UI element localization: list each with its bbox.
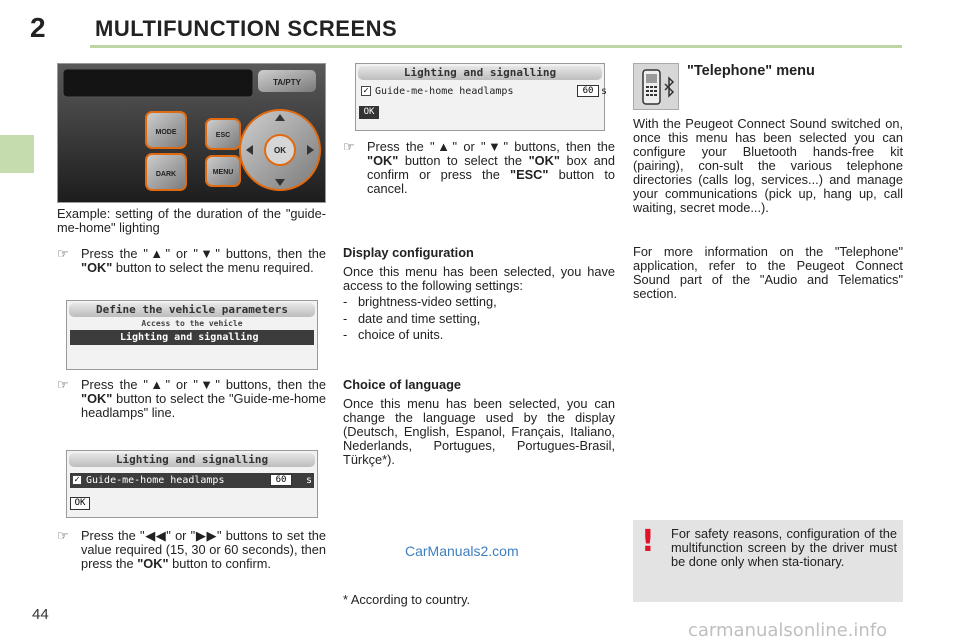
exclamation-icon: !	[641, 524, 655, 559]
down-arrow-icon: ▼	[197, 377, 216, 392]
lcd-title: Define the vehicle parameters	[69, 303, 315, 317]
rewind-icon: ◀◀	[144, 528, 167, 543]
esc-button: ESC	[215, 132, 231, 139]
pointing-hand-icon: ☞	[57, 246, 69, 261]
chapter-number: 2	[30, 12, 46, 43]
lcd-ok-box: OK	[70, 497, 90, 510]
checkbox-icon: ✓	[72, 475, 82, 485]
duration-value: 60	[270, 474, 292, 486]
up-arrow-icon: ▲	[147, 377, 166, 392]
mode-button: MODE	[155, 129, 177, 136]
header-divider	[90, 45, 902, 48]
instruction-step-2: ☞ Press the "▲" or "▼" buttons, then the "OK" button to select the "Guide-me-home headlamps" line.	[57, 377, 327, 420]
lcd-screen-vehicle-parameters	[66, 300, 318, 370]
checkbox-icon: ✓	[361, 86, 371, 96]
footnote: * According to country.	[343, 592, 471, 607]
instruction-step-4: ☞ Press the "▲" or "▼" buttons, then the "OK" button to select the "OK" box and confirm or press the "ESC" button to cancel.	[343, 139, 615, 196]
ta-pty-button: TA/PTY	[273, 78, 301, 87]
pointing-hand-icon: ☞	[57, 377, 69, 392]
down-arrow-icon: ▼	[485, 139, 504, 154]
duration-value: 60	[577, 85, 599, 97]
lcd-title: Lighting and signalling	[358, 66, 602, 80]
page-number: 44	[32, 606, 49, 623]
telephone-menu-heading: "Telephone" menu	[687, 63, 815, 79]
lcd-screen-guide-me-home-confirm	[355, 63, 608, 131]
ok-button: OK	[274, 146, 286, 155]
choice-of-language-heading: Choice of language	[343, 377, 462, 392]
dark-button: DARK	[155, 171, 177, 178]
photo-caption: Example: setting of the duration of the "guide-me-home" lighting	[57, 206, 326, 235]
display-configuration-intro: Once this menu has been selected, you have access to the following settings:	[343, 264, 615, 293]
lcd-row-guide-me-home: ✓ Guide-me-home headlamps 60 s	[70, 473, 314, 488]
lcd-title: Lighting and signalling	[69, 453, 315, 467]
instruction-step-3: ☞ Press the "◀◀" or "▶▶" buttons to set the value required (15, 30 or 60 seconds), then press the "OK" button to confirm.	[57, 528, 327, 571]
duration-unit: s	[306, 475, 313, 486]
up-arrow-icon: ▲	[434, 139, 453, 154]
up-arrow-icon: ▲	[147, 246, 166, 261]
safety-warning-box	[633, 520, 903, 602]
instruction-step-1: ☞ Press the "▲" or "▼" buttons, then the "OK" button to select the menu required.	[57, 246, 327, 275]
duration-unit: s	[601, 86, 608, 97]
control-panel-illustration	[58, 64, 326, 203]
lcd-row-lighting-selected: Lighting and signalling	[70, 330, 314, 345]
safety-warning-text: For safety reasons, configuration of the multifunction screen by the driver must be done only when sta-tionary.	[671, 526, 897, 569]
watermark-logo: CarManuals2.com	[405, 543, 519, 559]
page-title: MULTIFUNCTION SCREENS	[95, 16, 398, 41]
lcd-row-access-to-vehicle: Access to the vehicle	[141, 319, 243, 328]
footer-watermark: carmanualsonline.info	[688, 620, 888, 640]
choice-of-language-text: Once this menu has been selected, you can change the language used by the display (Deutsch, English, Espanol, Français, Italiano, Nederlands, Portugues, Portugues-Brasil, Türkçe*).	[343, 396, 615, 467]
lcd-ok-box-selected: OK	[359, 106, 379, 119]
pointing-hand-icon: ☞	[57, 528, 69, 543]
fast-forward-icon: ▶▶	[195, 528, 217, 543]
telephone-menu-description: With the Peugeot Connect Sound switched on, once this menu has been selected you can configure your Bluetooth hands-free kit (pairing), con-sult the various telephone directories (calls log, services...) and manage your communications (pick up, hang up, call waiting, secret mode...).	[633, 116, 903, 215]
down-arrow-icon: ▼	[197, 246, 216, 261]
menu-button: MENU	[212, 169, 234, 176]
display-setting-item: - brightness-video setting,	[343, 294, 497, 309]
lcd-screen-guide-me-home-edit	[66, 450, 318, 518]
display-setting-item: - choice of units.	[343, 327, 444, 342]
phone-bluetooth-icon	[633, 63, 679, 110]
chapter-side-tab	[0, 135, 34, 173]
control-panel-photo	[57, 63, 326, 203]
pointing-hand-icon: ☞	[343, 139, 355, 154]
lcd-row-guide-me-home: ✓ Guide-me-home headlamps 60 s	[359, 84, 601, 99]
display-configuration-heading: Display configuration	[343, 245, 474, 260]
telephone-more-info: For more information on the "Telephone" application, refer to the Peugeot Connect Sound part of the "Audio and Telematics" section.	[633, 244, 903, 301]
display-setting-item: - date and time setting,	[343, 311, 481, 326]
